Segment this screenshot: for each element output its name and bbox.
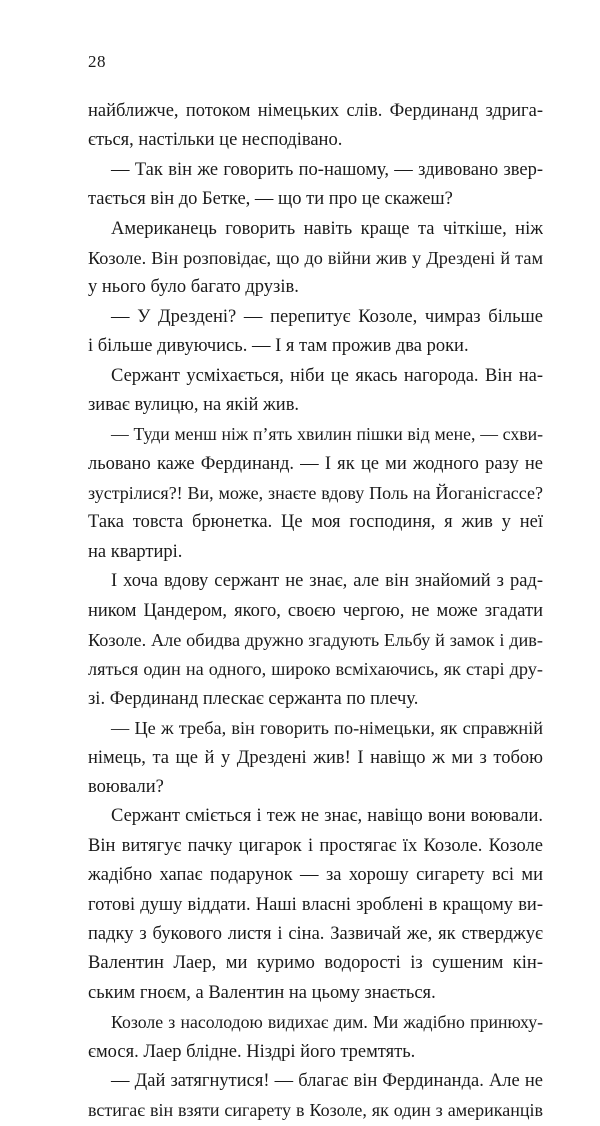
text-line: — Туди менш ніж п’ять хвилин пішки від мене, — схви- bbox=[111, 424, 543, 445]
text-line: і більше дивуючись. — І я там прожив два роки. bbox=[88, 336, 469, 357]
text-line: зиває вулицю, на якій жив. bbox=[88, 394, 300, 415]
text-line: — Це ж треба, він говорить по-німецьки, як справжній bbox=[111, 718, 543, 739]
text-line: зі. Фердинанд плескає сержанта по плечу. bbox=[88, 688, 419, 709]
text-line: на квартирі. bbox=[88, 541, 183, 562]
text-line: ляться один на одного, широко всміхаючись, як старі дру- bbox=[88, 659, 543, 680]
text-line: — У Дрездені? — перепитує Козоле, чимраз більше bbox=[111, 306, 543, 327]
text-line: жадібно хапає подарунок — за хорошу сигарету всі ми bbox=[88, 865, 543, 886]
text-line: воювали? bbox=[88, 776, 164, 797]
text-line: ємося. Лаер блідне. Ніздрі його тремтять. bbox=[88, 1041, 416, 1062]
text-line: найближче, потоком німецьких слів. Фердинанд здрига- bbox=[88, 101, 543, 121]
page-number: 28 bbox=[88, 52, 106, 71]
text-line: Сержант сміється і теж не знає, навіщо вони воювали. bbox=[111, 806, 543, 827]
text-line: у нього було багато друзів. bbox=[88, 277, 299, 298]
text-line: Козоле з насолодою видихає дим. Ми жадібно принюху- bbox=[111, 1012, 543, 1033]
text-line: ником Цандером, якого, своєю чергою, не може згадати bbox=[88, 600, 543, 621]
text-line: німець, та ще й у Дрездені жив! І навіщо ж ми з тобою bbox=[88, 747, 543, 768]
text-line: Валентин Лаер, ми куримо водорості із сушеним кін- bbox=[88, 953, 543, 974]
text-line: Козоле. Але обидва дружно згадують Ельбу й замок і див- bbox=[88, 630, 543, 651]
text-line: — Так він же говорить по-нашому, — здивовано звер- bbox=[111, 159, 543, 180]
text-line: зустрілися?! Ви, може, знаєте вдову Поль на Йоганісгассе? bbox=[88, 483, 543, 504]
body-text bbox=[88, 97, 543, 1126]
text-line: падку з букового листя і сіна. Зазвичай же, як стверджує bbox=[88, 923, 543, 944]
text-line: — Дай затягнутися! — благає він Фердинанда. Але не bbox=[111, 1070, 543, 1091]
text-line: ським гноєм, а Валентин на цьому знається. bbox=[88, 982, 436, 1003]
text-line: Він витягує пачку цигарок і простягає їх Козоле. Козоле bbox=[88, 835, 543, 856]
text-line: встигає він взяти сигарету в Козоле, як один з американців bbox=[88, 1100, 543, 1121]
text-line: Козоле. Він розповідає, що до війни жив у Дрездені й там bbox=[88, 247, 543, 268]
text-line: І хоча вдову сержант не знає, але він знайомий з рад- bbox=[111, 571, 543, 592]
text-line: льовано каже Фердинанд. — І як це ми жодного разу не bbox=[88, 453, 543, 474]
text-line: Американець говорить навіть краще та чіткіше, ніж bbox=[111, 218, 543, 239]
text-line: готові душу віддати. Наші власні зроблені в кращому ви- bbox=[88, 894, 543, 915]
text-line: Така товста брюнетка. Це моя господиня, я жив у неї bbox=[88, 512, 543, 533]
text-line: Сержант усміхається, ніби це якась нагорода. Він на- bbox=[111, 365, 543, 386]
text-line: тається він до Бетке, — що ти про це скажеш? bbox=[88, 189, 453, 210]
text-line: ється, настільки це несподівано. bbox=[88, 130, 343, 151]
